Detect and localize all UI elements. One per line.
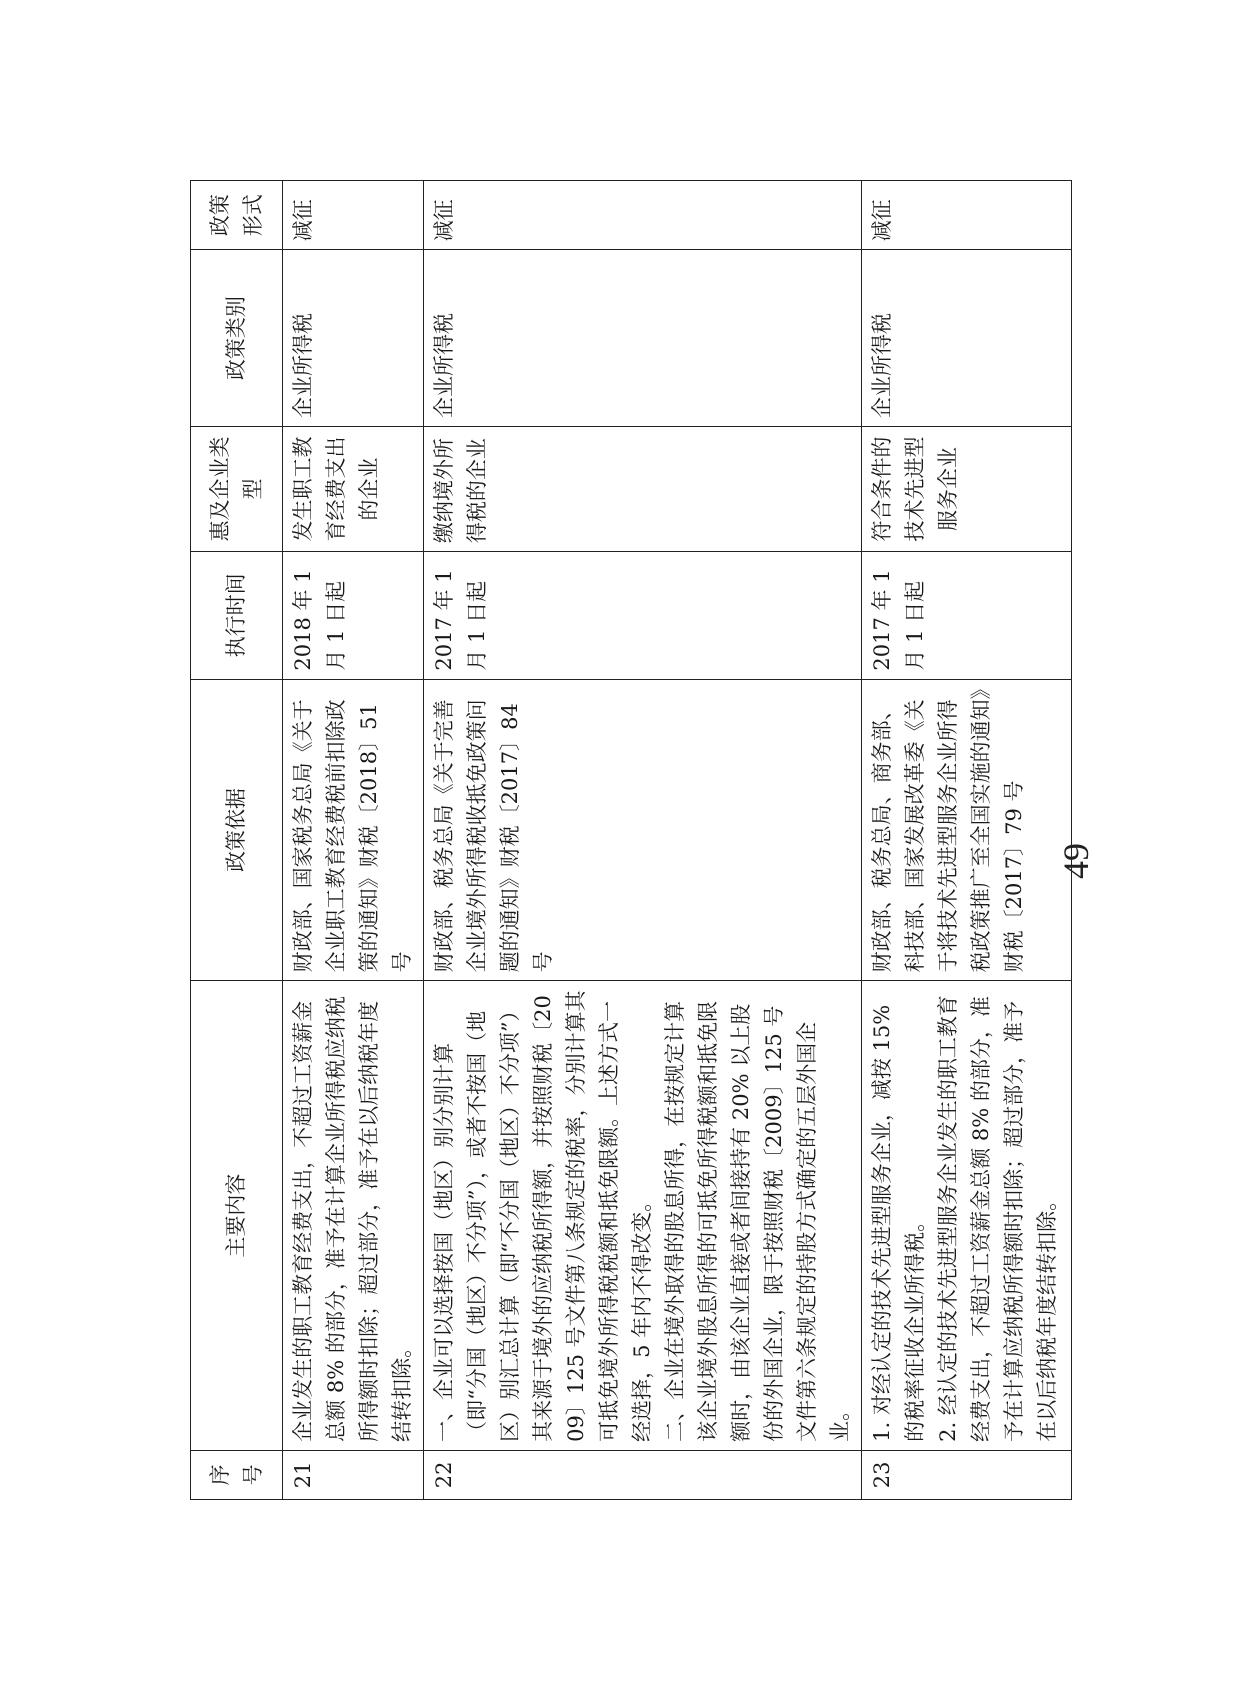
row-category: 企业所得税: [424, 250, 862, 427]
header-basis: 政策依据: [191, 679, 283, 981]
row-category: 企业所得税: [862, 250, 1072, 427]
page-number: 49: [1056, 843, 1096, 879]
content-paragraph: 1. 对经认定的技术先进型服务企业，减按 15% 的税率征收企业所得税。: [870, 1004, 927, 1442]
row-time: 2018 年 1 月 1 日起: [283, 552, 424, 679]
content-paragraph: 2. 经认定的技术先进型服务企业发生的职工教育经费支出，不超过工资薪金总额 8% 的部分，准予在计算应纳税所得额时扣除；超过部分，准予在以后纳税年度结转扣除。: [936, 995, 1059, 1442]
content-paragraph: 一、企业可以选择按国（地区）别分别计算（即“分国（地区）不分项”），或者不按国（地区）别汇总计算（即“不分国（地区）不分项”）其来源于境外的应纳税所得额，并按照财税〔2009〕125 号文件第八条规定的税率，分别计算其可抵免境外所得税税额和抵免限额。上述方式一经选择，5 年内不得改变。: [432, 990, 654, 1442]
header-time: 执行时间: [191, 552, 283, 679]
row-time: 2017 年 1 月 1 日起: [424, 552, 862, 679]
row-content: [424, 981, 862, 1450]
row-form: 减征: [424, 181, 862, 250]
row-category: 企业所得税: [283, 250, 424, 427]
header-seq: 序号: [191, 1450, 283, 1499]
table-header-row: [191, 181, 283, 1500]
row-seq: 22: [424, 1450, 862, 1499]
policy-table: [190, 180, 1072, 1500]
header-content: 主要内容: [191, 981, 283, 1450]
row-enterprise: 缴纳境外所得税的企业: [424, 426, 862, 551]
table-row: [862, 181, 1072, 1500]
policy-table-rotated: [190, 180, 1059, 1500]
row-seq: 23: [862, 1450, 1072, 1499]
header-form: 政策形式: [191, 181, 283, 250]
row-basis: 财政部、税务总局《关于完善企业境外所得税收抵免政策问题的通知》财税〔2017〕84 号: [424, 679, 862, 981]
row-enterprise: 符合条件的技术先进型服务企业: [862, 426, 1072, 551]
content-paragraph: 企业发生的职工教育经费支出，不超过工资薪金总额 8% 的部分，准予在计算企业所得税应纳税所得额时扣除；超过部分，准予在以后纳税年度结转扣除。: [291, 996, 414, 1442]
row-basis: 财政部、国家税务总局《关于企业职工教育经费税前扣除政策的通知》财税〔2018〕51 号: [283, 679, 424, 981]
row-time: 2017 年 1 月 1 日起: [862, 552, 1072, 679]
header-category: 政策类别: [191, 250, 283, 427]
row-content: [862, 981, 1072, 1450]
table-row: [424, 181, 862, 1500]
row-content: [283, 981, 424, 1450]
row-form: 减征: [862, 181, 1072, 250]
row-enterprise: 发生职工教育经费支出的企业: [283, 426, 424, 551]
row-basis: 财政部、税务总局、商务部、科技部、国家发展改革委《关于将技术先进型服务企业所得税政策推广至全国实施的通知》财税〔2017〕79 号: [862, 679, 1072, 981]
header-enterprise: 惠及企业类型: [191, 426, 283, 551]
row-form: 减征: [283, 181, 424, 250]
content-paragraph: 二、企业在境外取得的股息所得，在按规定计算该企业境外股息所得的可抵免所得税额和抵免限额时，由该企业直接或者间接持有 20% 以上股份的外国企业，限于按照财税〔2009〕125 号文件第六条规定的持股方式确定的五层外国企业。: [663, 1000, 852, 1442]
row-seq: 21: [283, 1450, 424, 1499]
table-row: [283, 181, 424, 1500]
